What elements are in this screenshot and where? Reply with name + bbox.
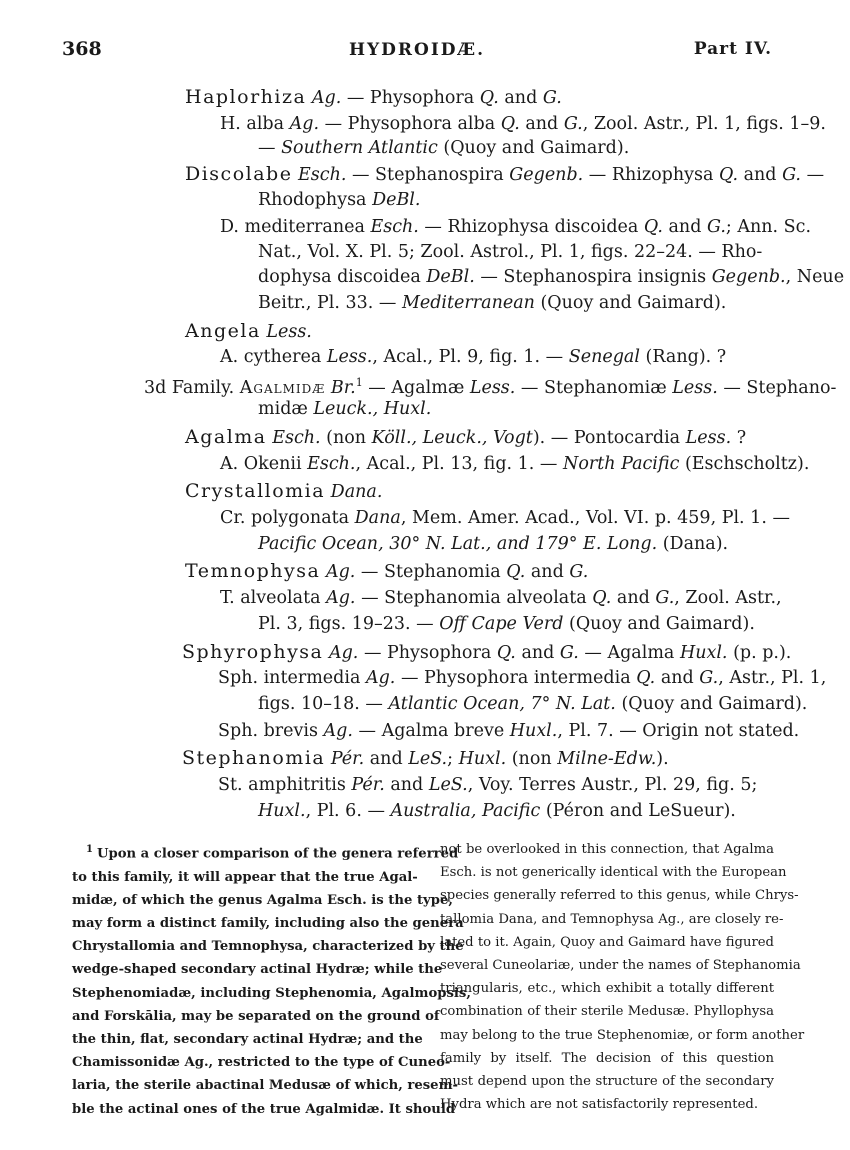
genus-line: Angela Less. (185, 320, 312, 342)
footnote-line: triangularis, etc., which exhibit a totally different (440, 981, 774, 997)
footnote-left-column (72, 838, 471, 1121)
footnote-line: species generally referred to this genus, while Chrys- (440, 888, 799, 904)
footnote-line: Chrystallomia and Temnophysa, characterized by the (72, 939, 464, 955)
footnote-line: family by itself. The decision of this question (440, 1050, 774, 1066)
family-line: 3d Family. Agalmidæ Br.$^1$ — Agalmæ Less. — Stephanomiæ Less. — Stephano- (144, 376, 837, 398)
species-line-cont: figs. 10–18. — Atlantic Ocean, 7° N. Lat. (Quoy and Gaimard). (258, 694, 808, 714)
footnote-line: must depend upon the structure of the secondary (440, 1074, 774, 1090)
species-line-cont: Huxl., Pl. 6. — Australia, Pacific (Péron and LeSueur). (258, 801, 736, 821)
locality-line: Pacific Ocean, 30° N. Lat., and 179° E. Long. (Dana). (258, 534, 729, 554)
species-line-cont: Beitr., Pl. 33. — Mediterranean (Quoy and Gaimard). (258, 293, 727, 313)
species-line: Sph. brevis Ag. — Agalma breve Huxl., Pl. 7. — Origin not stated. (218, 721, 800, 741)
species-line: St. amphitritis Pér. and LeS., Voy. Terres Austr., Pl. 29, fig. 5; (218, 775, 758, 795)
part-label: Part IV. (693, 39, 772, 59)
footnote-line: the thin, flat, secondary actinal Hydræ; and the (72, 1032, 423, 1048)
footnote-line: may belong to the true Stephenomiæ, or form another (440, 1027, 805, 1043)
footnote-line: to this family, it will appear that the true Agal- (72, 869, 418, 885)
species-line-cont: dophysa discoidea DeBl. — Stephanospira insignis Gegenb., Neue (258, 267, 845, 287)
family-line-cont: midæ Leuck., Huxl. (258, 399, 432, 419)
footnote-line: lated to it. Again, Quoy and Gaimard have figured (440, 934, 774, 950)
species-line: Cr. polygonata Dana, Mem. Amer. Acad., Vol. VI. p. 459, Pl. 1. — (220, 508, 790, 528)
footnote-line: $^1$ Upon a closer comparison of the genera referred (86, 844, 459, 862)
genus-line: Crystallomia Dana. (185, 480, 383, 502)
genus-line: Discolabe Esch. — Stephanospira Gegenb. — Rhizophysa Q. and G. — (185, 163, 825, 185)
species-line: A. Okenii Esch., Acal., Pl. 13, fig. 1. — North Pacific (Eschscholtz). (220, 454, 810, 474)
footnote-line: wedge-shaped secondary actinal Hydræ; while the (72, 962, 443, 978)
footnote-line: may form a distinct family, including also the genera (72, 916, 464, 931)
footnote-line: tallomia Dana, and Temnophysa Ag., are closely re- (440, 911, 784, 927)
species-line: A. cytherea Less., Acal., Pl. 9, fig. 1. — Senegal (Rang). ? (220, 347, 727, 367)
footnote-line: several Cuneolariæ, under the names of Stephanomia (440, 958, 801, 974)
footnote-right-column (440, 838, 805, 1116)
page-number: 368 (62, 38, 102, 60)
footnote-line: Stephenomiadæ, including Stephenomia, Agalmopsis, (72, 985, 471, 1001)
species-line: H. alba Ag. — Physophora alba Q. and G., Zool. Astr., Pl. 1, figs. 1–9. (220, 114, 826, 134)
footnote-line: Hydra which are not satisfactorily represented. (440, 1097, 759, 1113)
genus-line: Stephanomia Pér. and LeS.; Huxl. (non Milne-Edw.). (182, 747, 669, 769)
running-title: HYDROIDÆ. (348, 40, 486, 60)
footnote-marker: 1 (86, 844, 93, 855)
footnote-line: Chamissonidæ Ag., restricted to the type of Cuneo- (72, 1055, 451, 1071)
species-line: Sph. intermedia Ag. — Physophora intermedia Q. and G., Astr., Pl. 1, (218, 668, 827, 688)
page-header (62, 38, 772, 68)
footnote-line: midæ, of which the genus Agalma Esch. is the type, (72, 892, 453, 908)
footnote-line: combination of their sterile Medusæ. Phyllophysa (440, 1004, 774, 1020)
locality-line: — Southern Atlantic (Quoy and Gaimard). (258, 138, 630, 158)
genus-line: Sphyrophysa Ag. — Physophora Q. and G. — Agalma Huxl. (p. p.). (182, 641, 792, 663)
species-line-cont: Pl. 3, figs. 19–23. — Off Cape Verd (Quoy and Gaimard). (258, 614, 755, 634)
footnote-line: laria, the sterile abactinal Medusæ of which, resem- (72, 1078, 458, 1094)
genus-line: Agalma Esch. (non Köll., Leuck., Vogt). — Pontocardia Less. ? (185, 426, 747, 448)
species-line: T. alveolata Ag. — Stephanomia alveolata Q. and G., Zool. Astr., (220, 588, 782, 608)
footnote-line: Esch. is not generically identical with the European (440, 865, 787, 881)
synonym-line: Rhodophysa DeBl. (258, 190, 421, 210)
species-line-cont: Nat., Vol. X. Pl. 5; Zool. Astrol., Pl. 1, figs. 22–24. — Rho- (258, 242, 763, 262)
genus-line: Temnophysa Ag. — Stephanomia Q. and G. (185, 560, 589, 582)
footnote-line: and Forskālia, may be separated on the ground of (72, 1008, 440, 1024)
footnote-line: not be overlooked in this connection, that Agalma (440, 842, 774, 857)
genus-line: Haplorhiza Ag. — Physophora Q. and G. (185, 86, 562, 108)
species-line: D. mediterranea Esch. — Rhizophysa discoidea Q. and G.; Ann. Sc. (220, 217, 812, 237)
footnote-line: ble the actinal ones of the true Agalmidæ. It should (72, 1101, 456, 1117)
